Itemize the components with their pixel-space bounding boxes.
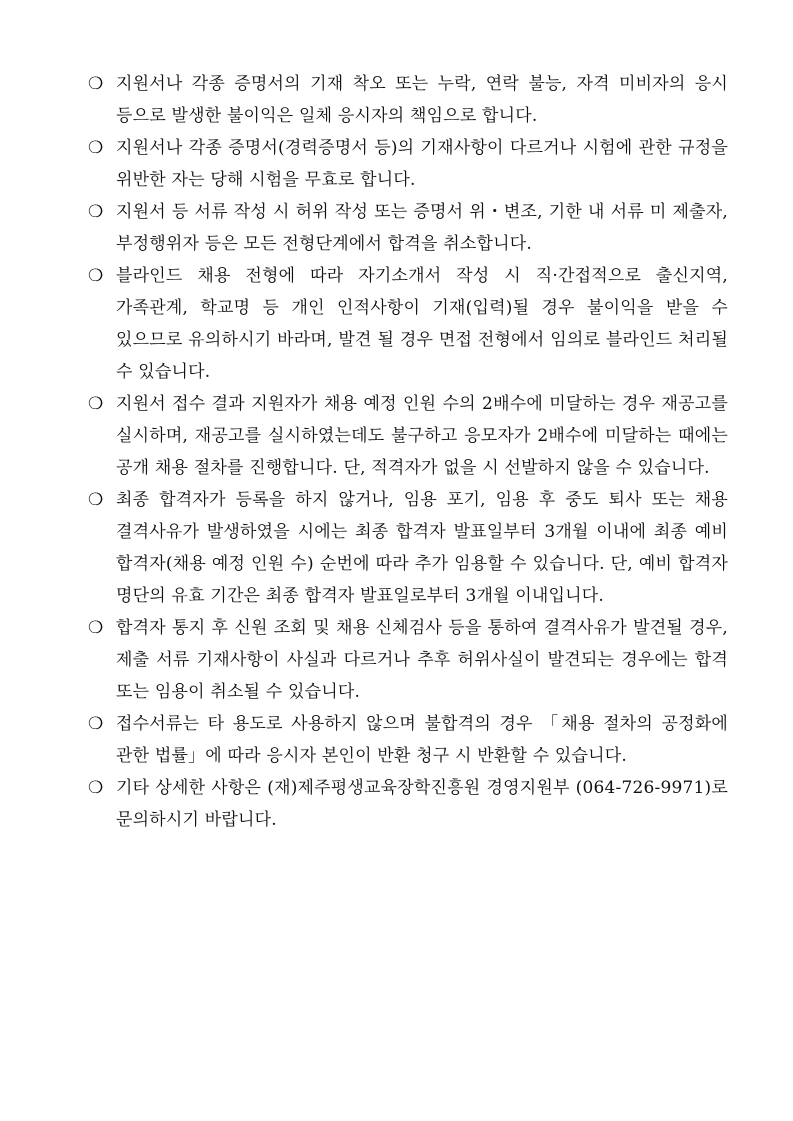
- notice-item: [88, 612, 728, 708]
- circle-bullet-icon: ❍: [88, 138, 104, 158]
- notice-item: [88, 484, 728, 612]
- notice-text: 지원서나 각종 증명서의 기재 착오 또는 누락, 연락 불능, 자격 미비자의 응시 등으로 발생한 불이익은 일체 응시자의 책임으로 합니다.: [116, 74, 728, 126]
- notice-item: [88, 388, 728, 484]
- circle-bullet-icon: ❍: [88, 490, 104, 510]
- notice-text: 블라인드 채용 전형에 따라 자기소개서 작성 시 직·간접적으로 출신지역, 가족관계, 학교명 등 개인 인적사항이 기재(입력)될 경우 불이익을 받을 수 있으므로 유의하시기 바라며, 발견 될 경우 면접 전형에서 임의로 블라인드 처리될 수 있습니다.: [116, 266, 728, 382]
- notice-list: [88, 68, 728, 836]
- notice-item: [88, 132, 728, 196]
- circle-bullet-icon: ❍: [88, 778, 104, 798]
- circle-bullet-icon: ❍: [88, 714, 104, 734]
- notice-text: 기타 상세한 사항은 (재)제주평생교육장학진흥원 경영지원부 (064-726-9971)로 문의하시기 바랍니다.: [116, 778, 728, 830]
- circle-bullet-icon: ❍: [88, 394, 104, 414]
- circle-bullet-icon: ❍: [88, 74, 104, 94]
- notice-text: 지원서나 각종 증명서(경력증명서 등)의 기재사항이 다르거나 시험에 관한 규정을 위반한 자는 당해 시험을 무효로 합니다.: [116, 138, 728, 190]
- notice-text: 최종 합격자가 등록을 하지 않거나, 임용 포기, 임용 후 중도 퇴사 또는 채용 결격사유가 발생하였을 시에는 최종 합격자 발표일부터 3개월 이내에 최종 예비 합격자(채용 예정 인원 수) 순번에 따라 추가 임용할 수 있습니다. 단, 예비 합격자 명단의 유효 기간은 최종 합격자 발표일로부터 3개월 이내입니다.: [116, 490, 728, 606]
- notice-item: [88, 260, 728, 388]
- circle-bullet-icon: ❍: [88, 202, 104, 222]
- notice-text: 지원서 등 서류 작성 시 허위 작성 또는 증명서 위・변조, 기한 내 서류 미 제출자, 부정행위자 등은 모든 전형단계에서 합격을 취소합니다.: [116, 202, 728, 254]
- notice-item: [88, 196, 728, 260]
- notice-item: [88, 708, 728, 772]
- notice-text: 지원서 접수 결과 지원자가 채용 예정 인원 수의 2배수에 미달하는 경우 재공고를 실시하며, 재공고를 실시하였는데도 불구하고 응모자가 2배수에 미달하는 때에는 공개 채용 절차를 진행합니다. 단, 적격자가 없을 시 선발하지 않을 수 있습니다.: [116, 394, 728, 478]
- circle-bullet-icon: ❍: [88, 266, 104, 286]
- notice-item: [88, 68, 728, 132]
- notice-item: [88, 772, 728, 836]
- notice-text: 접수서류는 타 용도로 사용하지 않으며 불합격의 경우 「채용 절차의 공정화에 관한 법률」에 따라 응시자 본인이 반환 청구 시 반환할 수 있습니다.: [116, 714, 728, 766]
- circle-bullet-icon: ❍: [88, 618, 104, 638]
- notice-text: 합격자 통지 후 신원 조회 및 채용 신체검사 등을 통하여 결격사유가 발견될 경우, 제출 서류 기재사항이 사실과 다르거나 추후 허위사실이 발견되는 경우에는 합격 또는 임용이 취소될 수 있습니다.: [116, 618, 728, 702]
